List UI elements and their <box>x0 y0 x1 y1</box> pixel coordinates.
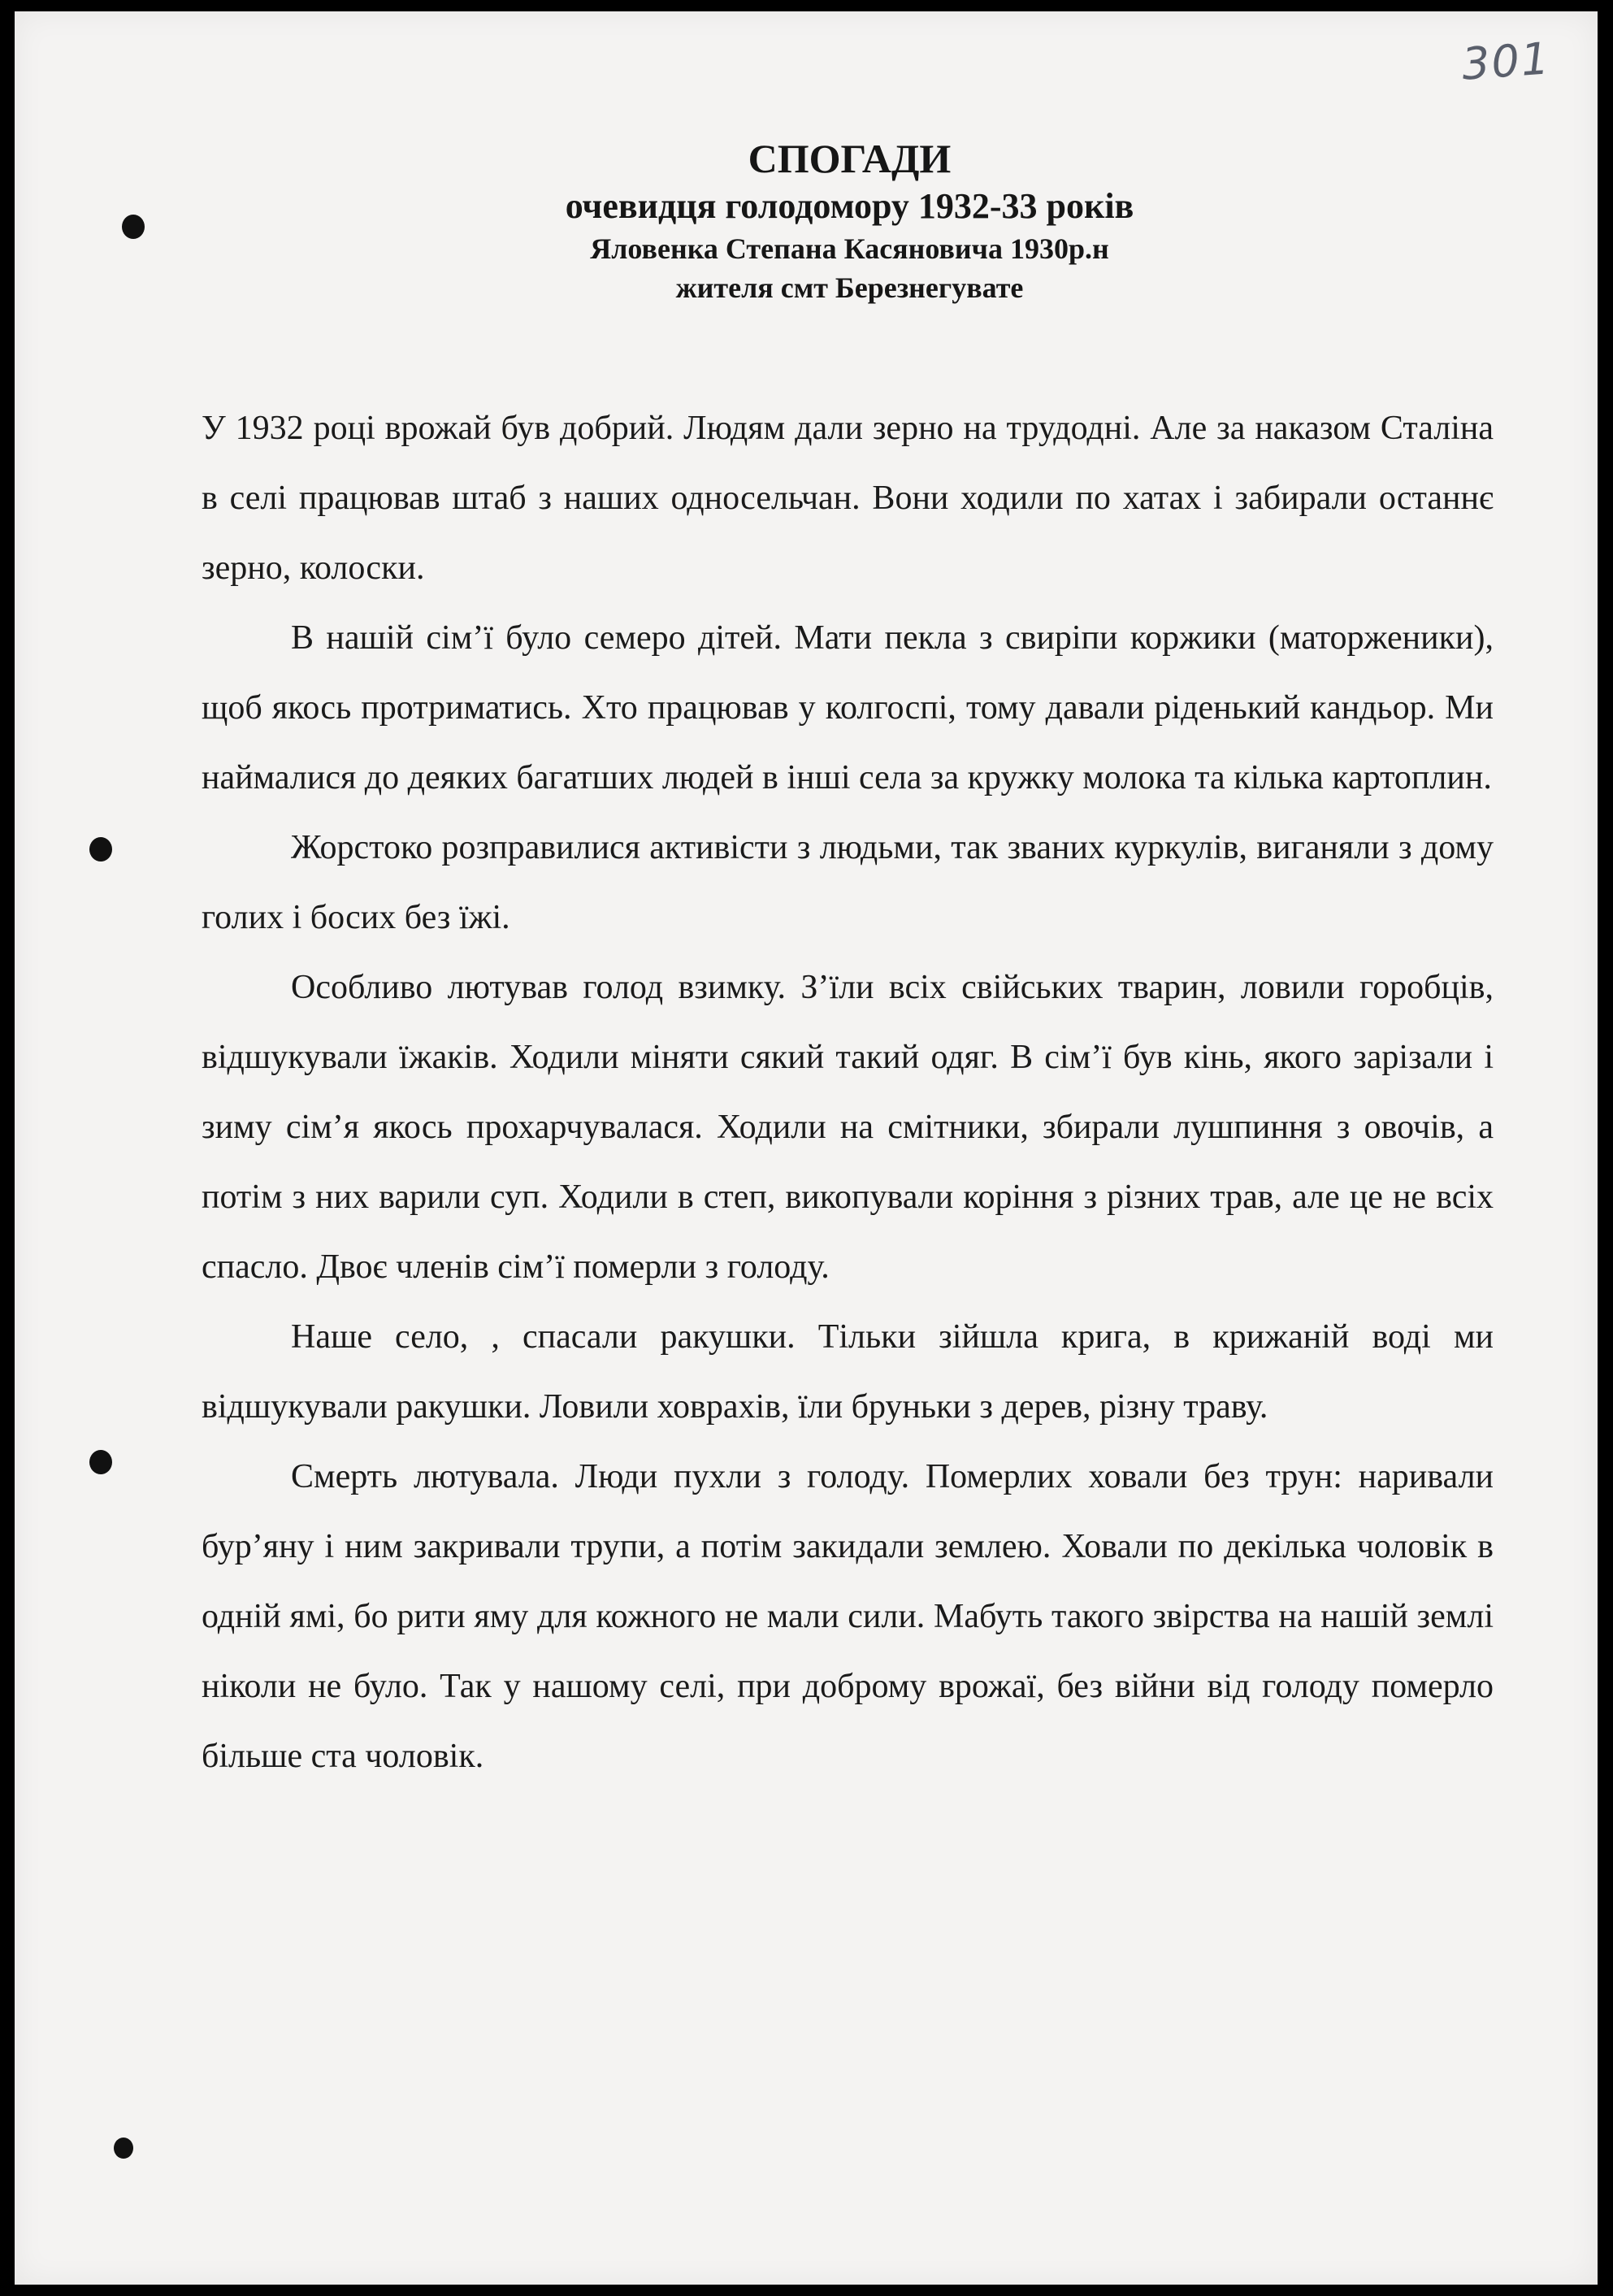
author-line: Яловенка Степана Касяновича 1930р.н <box>590 232 1109 265</box>
punch-hole-icon <box>114 2138 133 2159</box>
paragraph: Смерть лютувала. Люди пухли з голоду. Померлих ховали без трун: наривали бур’яну і ним закривали трупи, а потім закидали землею. Ховали по декілька чоловік в одній ямі, бо рити яму для кожного не мали сили. Мабуть такого звірства на нашій землі ніколи не було. Так у нашому селі, при доброму врожаї, без війни від голоду померло більше ста чоловік. <box>202 1458 1494 1775</box>
punch-hole-icon <box>89 1450 112 1474</box>
handwritten-page-number: 301 <box>1459 33 1553 90</box>
paragraph: У 1932 році врожай був добрий. Людям дали зерно на трудодні. Але за наказом Сталіна в селі працював штаб з наших односельчан. Вони ходили по хатах і забирали останнє зерно, колоски. <box>202 410 1494 587</box>
memoir-body <box>202 393 1494 1791</box>
document-title: СПОГАДИ <box>748 136 952 181</box>
paragraph: Особливо лютував голод взимку. З’їли всіх свійських тварин, ловили горобців, відшукували їжаків. Ходили міняти сякий такий одяг. В сім’ї був кінь, якого зарізали і зиму сім’я якось прохарчувалася. Ходили на смітники, збирали лушпиння з овочів, а потім з них варили суп. Ходили в степ, викопували коріння з різних трав, але це не всіх спасло. Двоє членів сім’ї померли з голоду. <box>202 969 1494 1286</box>
document-header <box>15 133 1613 307</box>
document-subtitle: очевидця голодомору 1932-33 років <box>565 186 1134 226</box>
residence-line: жителя смт Березнегувате <box>675 271 1024 304</box>
paragraph: Наше село, , спасали ракушки. Тільки зійшла крига, в крижаній воді ми відшукували ракушки. Ловили ховрахів, їли бруньки з дерев, різну траву. <box>202 1318 1494 1426</box>
paragraph: Жорстоко розправилися активісти з людьми, так званих куркулів, виганяли з дому голих і босих без їжі. <box>202 829 1494 936</box>
paragraph: В нашій сім’ї було семеро дітей. Мати пекла з свиріпи коржики (маторженики), щоб якось протриматись. Хто працював у колгоспі, тому давали ріденький кандьор. Ми наймалися до деяких багатших людей в інші села за кружку молока та кілька картоплин. <box>202 619 1494 796</box>
document-page <box>15 11 1598 2285</box>
punch-hole-icon <box>89 837 112 862</box>
